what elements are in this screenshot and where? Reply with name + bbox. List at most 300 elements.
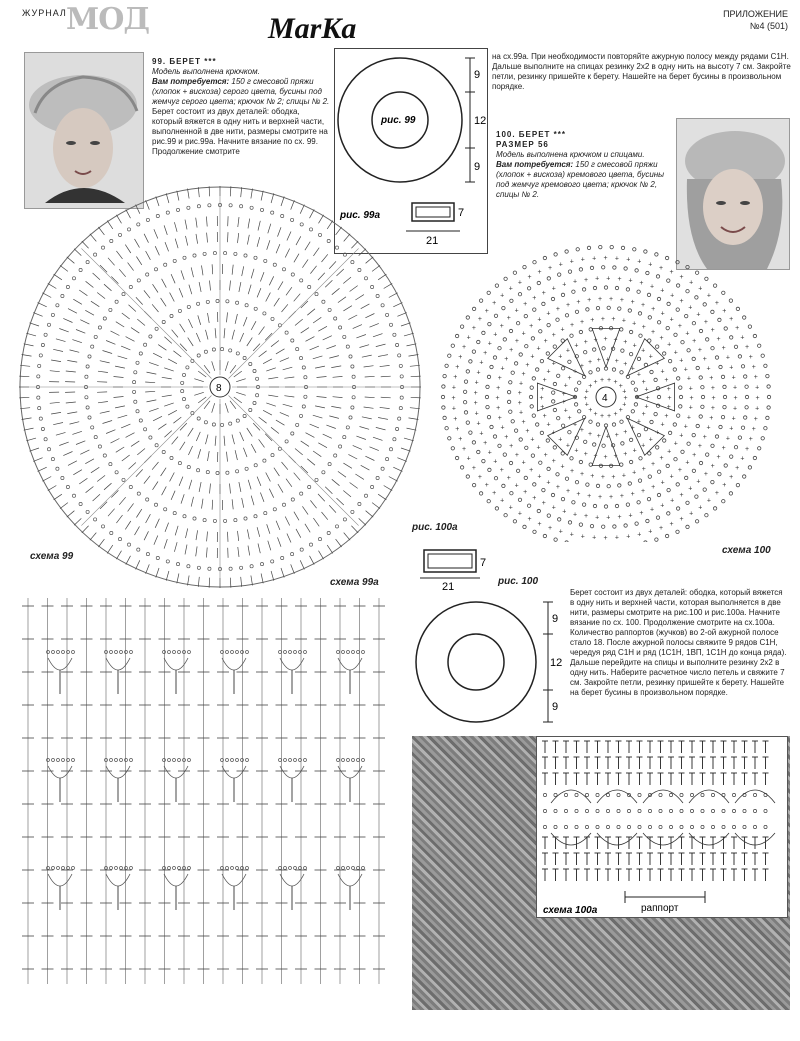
stitch-chain [516, 322, 519, 325]
stitch-chain [654, 378, 657, 381]
stitch-dc [215, 328, 216, 338]
stitch-chain [91, 345, 94, 348]
stitch-plus: + [621, 317, 626, 325]
stitch-chain [547, 323, 550, 326]
item-100-size: РАЗМЕР 56 [496, 140, 549, 149]
stitch-plus: + [583, 339, 588, 346]
stitch-chain [518, 293, 521, 296]
stitch-dc [147, 372, 157, 374]
stitch-chain [299, 357, 302, 360]
stitch-plus: + [542, 376, 547, 384]
stitch-chain [164, 263, 167, 266]
stitch-chain [626, 503, 629, 506]
stitch-chain [543, 534, 546, 537]
stitch-chain [240, 566, 243, 569]
stitch-chain [655, 253, 658, 256]
stitch-plus: + [748, 436, 753, 444]
stitch-chain [507, 400, 510, 403]
stitch-chain [86, 365, 89, 368]
stitch-chain [669, 825, 672, 828]
stitch-chain [168, 651, 171, 654]
stitch-chain [51, 313, 54, 316]
stitch-chain [187, 305, 190, 308]
stitch-dc [326, 425, 335, 428]
stitch-dc [248, 546, 250, 556]
stitch-chain [335, 525, 338, 528]
stitch-chain [181, 390, 184, 393]
stitch-dc [118, 356, 128, 359]
stitch-plus: + [477, 316, 482, 324]
stitch-dc [38, 467, 47, 471]
stitch-plus: + [551, 458, 556, 466]
stitch-plus: + [542, 413, 547, 421]
stitch-plus: + [474, 379, 479, 387]
stitch-dc [146, 514, 151, 523]
stitch-dc [291, 200, 295, 209]
stitch-chain [543, 809, 546, 812]
stitch-chain [98, 445, 101, 448]
stitch-chain [155, 327, 158, 330]
stitch-dc [310, 209, 315, 218]
stitch-plus: + [637, 258, 642, 266]
stitch-dc [410, 365, 420, 366]
stitch-chain [715, 356, 718, 359]
stitch-plus: + [546, 479, 551, 487]
stitch-dc [313, 248, 319, 256]
stitch-chain [533, 530, 536, 533]
stitch-dc [281, 197, 284, 207]
stitch-chain [736, 307, 739, 310]
stitch-dc [114, 377, 124, 378]
stitch-chain [203, 252, 206, 255]
stitch-chain [455, 334, 458, 337]
stitch-chain [241, 651, 244, 654]
stitch-chain [575, 310, 578, 313]
stitch-plus: + [598, 494, 603, 502]
stitch-dc [128, 263, 134, 271]
stitch-chain [334, 317, 337, 320]
stitch-chain [244, 517, 247, 520]
fig-100-dim-mid: 12 [550, 657, 563, 669]
stitch-plus: + [644, 403, 649, 411]
stitch-chain [236, 419, 239, 422]
stitch-dc [60, 265, 68, 271]
stitch-plus: + [722, 307, 727, 315]
stitch-chain [173, 651, 176, 654]
stitch-plus: + [590, 473, 595, 481]
stitch-chain [692, 322, 695, 325]
stitch-chain [495, 284, 498, 287]
stitch-chain [554, 793, 557, 796]
stitch-chain [498, 347, 501, 350]
stitch-chain [647, 497, 650, 500]
stitch-chain [130, 759, 133, 762]
stitch-dc [362, 417, 372, 419]
stitch-chain [494, 314, 497, 317]
stitch-plus: + [641, 411, 646, 419]
stitch-chain [648, 809, 651, 812]
stitch-chain [639, 457, 642, 460]
stitch-chain [208, 204, 211, 207]
stitch-dc [333, 397, 343, 398]
stitch-dc [263, 359, 272, 364]
stitch-dc [251, 269, 254, 279]
stitch-chain [564, 825, 567, 828]
stitch-plus: + [523, 301, 528, 308]
stitch-chain [163, 867, 166, 870]
stitch-chain [364, 494, 367, 497]
stitch-dc [370, 447, 379, 451]
stitch-chain [514, 362, 517, 365]
stitch-plus: + [593, 336, 598, 344]
stitch-plus: + [696, 478, 701, 486]
stitch-chain [686, 501, 689, 504]
stitch-dc [74, 249, 81, 256]
stitch-chain [264, 259, 267, 262]
stitch-chain [38, 407, 41, 410]
stitch-chain [254, 464, 257, 467]
stitch-chain [304, 759, 307, 762]
stitch-plus: + [499, 467, 504, 474]
stitch-dc [135, 239, 140, 248]
stitch-chain [703, 488, 706, 491]
stitch-chain [245, 304, 248, 307]
stitch-chain [504, 277, 507, 280]
stitch-plus: + [583, 395, 588, 402]
stitch-chain [602, 266, 605, 269]
stitch-chain [110, 867, 113, 870]
stitch-plus: + [664, 376, 669, 384]
stitch-dc [149, 408, 159, 411]
stitch-dc [100, 361, 110, 363]
stitch-dc [389, 293, 398, 298]
stitch-plus: + [686, 414, 691, 422]
stitch-dc [276, 244, 280, 253]
stitch-chain [273, 263, 276, 266]
stitch-plus: + [537, 473, 542, 481]
stitch-chain [212, 348, 215, 351]
stitch-dc [56, 339, 66, 342]
stitch-dc [196, 432, 200, 441]
stitch-plus: + [709, 415, 714, 422]
stitch-dc [337, 498, 344, 505]
stitch-dc [365, 456, 374, 460]
stitch-dc [137, 319, 145, 325]
stitch-plus: + [551, 504, 556, 512]
stitch-plus: + [453, 374, 458, 382]
stitch-chain [197, 354, 200, 357]
stitch-chain [758, 344, 761, 347]
stitch-chain [723, 385, 726, 388]
stitch-plus: + [592, 534, 597, 542]
stitch-plus: + [651, 305, 656, 313]
stitch-dc [173, 417, 181, 423]
stitch-chain [315, 478, 318, 481]
stitch-chain [602, 444, 605, 447]
stitch-dc [119, 269, 126, 277]
stitch-chain [551, 493, 554, 496]
stitch-dc [170, 293, 175, 302]
stitch-plus: + [548, 264, 553, 272]
stitch-chain [599, 245, 602, 248]
stitch-chain [546, 352, 549, 355]
stitch-dc [271, 571, 274, 581]
stitch-plus: + [721, 345, 726, 353]
stitch-plus: + [600, 413, 605, 421]
stitch-chain [226, 471, 229, 474]
stitch-plus: + [521, 330, 526, 338]
stitch-plus: + [593, 410, 598, 418]
stitch-dc [243, 448, 247, 457]
stitch-chain [271, 454, 274, 457]
stitch-chain [61, 476, 64, 479]
stitch-chain [376, 476, 379, 479]
stitch-dc [302, 259, 308, 267]
stitch-dc [38, 303, 47, 307]
stitch-chain [308, 485, 311, 488]
stitch-dc [239, 482, 241, 492]
stitch-chain [364, 277, 367, 280]
stitch-plus: + [558, 436, 563, 444]
stitch-chain [607, 485, 610, 488]
stitch-chain [589, 371, 592, 374]
stitch-dc [196, 530, 198, 540]
stitch-plus: + [648, 261, 653, 269]
stitch-chain [327, 239, 330, 242]
stitch-plus: + [617, 513, 622, 521]
stitch-chain [575, 809, 578, 812]
stitch-chain [206, 300, 209, 303]
stitch-chain [291, 498, 294, 501]
stitch-chain [561, 497, 564, 500]
stitch-chain [551, 297, 554, 300]
stitch-chain [711, 480, 714, 483]
stitch-chain [674, 458, 677, 461]
stitch-plus: + [603, 255, 608, 263]
stitch-chain [516, 469, 519, 472]
stitch-dc [281, 568, 284, 578]
stitch-chain [579, 523, 582, 526]
fig-100-dim-top: 9 [552, 613, 559, 625]
stitch-dc [282, 304, 288, 312]
stitch-chain [236, 470, 239, 473]
stitch-chain [554, 253, 557, 256]
stitch-dc [164, 368, 174, 371]
scheme-100a-grid [542, 741, 775, 881]
stitch-dc [153, 284, 159, 292]
stitch-arch [551, 790, 591, 803]
stitch-chain [229, 349, 232, 352]
stitch-plus: + [632, 342, 637, 350]
stitch-plus: + [537, 521, 542, 528]
stitch-chain [741, 365, 744, 368]
scheme-99-center: 8 [216, 383, 222, 394]
stitch-dc [276, 349, 285, 354]
stitch-chain [352, 759, 355, 762]
stitch-plus: + [543, 451, 548, 459]
stitch-chain [518, 498, 521, 501]
stitch-chain [606, 809, 609, 812]
stitch-chain [753, 809, 756, 812]
stitch-plus: + [731, 415, 736, 423]
stitch-chain [719, 425, 722, 428]
stitch-chain [91, 426, 94, 429]
stitch-chain [47, 651, 50, 654]
stitch-chain [253, 369, 256, 372]
stitch-plus: + [487, 340, 492, 348]
stitch-plus: + [551, 429, 556, 437]
stitch-dc [106, 341, 115, 345]
stitch-chain [250, 565, 253, 568]
stitch-plus: + [514, 482, 519, 490]
stitch-plus: + [706, 365, 711, 373]
stitch-plus: + [588, 359, 593, 367]
stitch-dc [359, 249, 366, 256]
scheme-99a [20, 592, 388, 992]
stitch-dc [266, 473, 271, 482]
stitch-dc [261, 191, 263, 201]
stitch-dc [121, 346, 130, 350]
stitch-chain [362, 759, 365, 762]
stitch-plus: + [618, 383, 623, 391]
stitch-plus: + [614, 357, 619, 365]
stitch-chain [389, 448, 392, 451]
stitch-plus: + [685, 459, 690, 467]
stitch-plus: + [689, 510, 694, 518]
scheme-99 [18, 182, 428, 602]
stitch-dc [327, 221, 333, 229]
stitch-chain [178, 867, 181, 870]
stitch-chain [659, 809, 662, 812]
stitch-chain [396, 427, 399, 430]
stitch-plus: + [546, 421, 551, 429]
stitch-plus: + [679, 432, 684, 440]
stitch-chain [524, 476, 527, 479]
stitch-dc [248, 285, 251, 295]
stitch-plus: + [698, 285, 703, 293]
stitch-chain [504, 514, 507, 517]
stitch-chain [351, 261, 354, 264]
stitch-dc [144, 234, 148, 243]
stitch-plus: + [532, 295, 537, 302]
fig-99-dim-mid: 12 [474, 115, 486, 127]
stitch-dc [336, 227, 342, 235]
stitch-plus: + [517, 510, 522, 518]
stitch-plus: + [685, 330, 690, 338]
stitch-chain [146, 553, 149, 556]
stitch-chain [47, 867, 50, 870]
stitch-chain [47, 323, 50, 326]
stitch-chain [101, 246, 104, 249]
stitch-chain [94, 253, 97, 256]
stitch-chain [197, 205, 200, 208]
stitch-plus: + [735, 464, 740, 472]
stitch-plus: + [593, 379, 598, 387]
stitch-chain [753, 456, 756, 459]
stitch-dc [74, 518, 81, 525]
stitch-chain [300, 279, 303, 282]
stitch-dc [188, 319, 192, 328]
stitch-dc [152, 304, 158, 312]
stitch-chain [120, 759, 123, 762]
stitch-chain [339, 326, 342, 329]
stitch-chain [536, 368, 539, 371]
stitch-chain [711, 809, 714, 812]
stitch-dc [177, 574, 179, 584]
stitch-dc [355, 474, 364, 479]
stitch-dc [257, 477, 261, 486]
stitch-chain [677, 377, 680, 380]
stitch-dc [146, 200, 150, 209]
stitch-chain [543, 256, 546, 259]
stitch-dc [19, 397, 29, 398]
stitch-plus: + [619, 296, 624, 304]
stitch-plus: + [673, 440, 678, 448]
stitch-dc [162, 279, 167, 288]
stitch-chain [530, 386, 533, 389]
item-100-model: Модель выполнена крючком и спицами. [496, 150, 645, 159]
stitch-plus: + [500, 292, 505, 300]
stitch-chain [335, 246, 338, 249]
stitch-dc [146, 251, 151, 260]
stitch-chain [701, 386, 704, 389]
stitch-dc [361, 304, 370, 309]
stitch-chain [204, 421, 207, 424]
stitch-chain [486, 385, 489, 388]
stitch-chain [620, 420, 623, 423]
stitch-chain [139, 352, 142, 355]
stitch-chain [386, 313, 389, 316]
stitch-dc [248, 480, 251, 490]
stitch-chain [646, 519, 649, 522]
stitch-plus: + [471, 325, 476, 333]
stitch-chain [309, 543, 312, 546]
stitch-dc [329, 416, 339, 419]
stitch-dc [20, 408, 30, 409]
stitch-chain [229, 204, 232, 207]
stitch-plus: + [733, 405, 738, 413]
stitch-plus: + [606, 275, 611, 283]
stitch-chain [163, 759, 166, 762]
stitch-plus: + [710, 462, 715, 470]
stitch-dc [164, 225, 167, 235]
stitch-dc [172, 330, 178, 338]
stitch-dc [135, 526, 140, 535]
stitch-chain [381, 304, 384, 307]
stitch-plus: + [641, 465, 646, 473]
stitch-chain [216, 299, 219, 302]
stitch-chain [686, 290, 689, 293]
stitch-arch [689, 790, 729, 803]
stitch-plus: + [500, 424, 505, 432]
stitch-plus: + [563, 382, 568, 390]
stitch-dc [230, 186, 231, 196]
stitch-dc [158, 424, 166, 430]
stitch-chain [216, 471, 219, 474]
stitch-chain [617, 825, 620, 828]
stitch-dc [278, 484, 283, 493]
stitch-chain [494, 477, 497, 480]
stitch-chain [638, 809, 641, 812]
stitch-dc [189, 480, 192, 490]
stitch-chain [110, 759, 113, 762]
stitch-dc [60, 503, 68, 509]
stitch-plus: + [666, 385, 671, 393]
stitch-dc [155, 246, 159, 255]
stitch-dc [243, 317, 247, 326]
stitch-dc [348, 315, 357, 320]
stitch-plus: + [710, 327, 715, 335]
